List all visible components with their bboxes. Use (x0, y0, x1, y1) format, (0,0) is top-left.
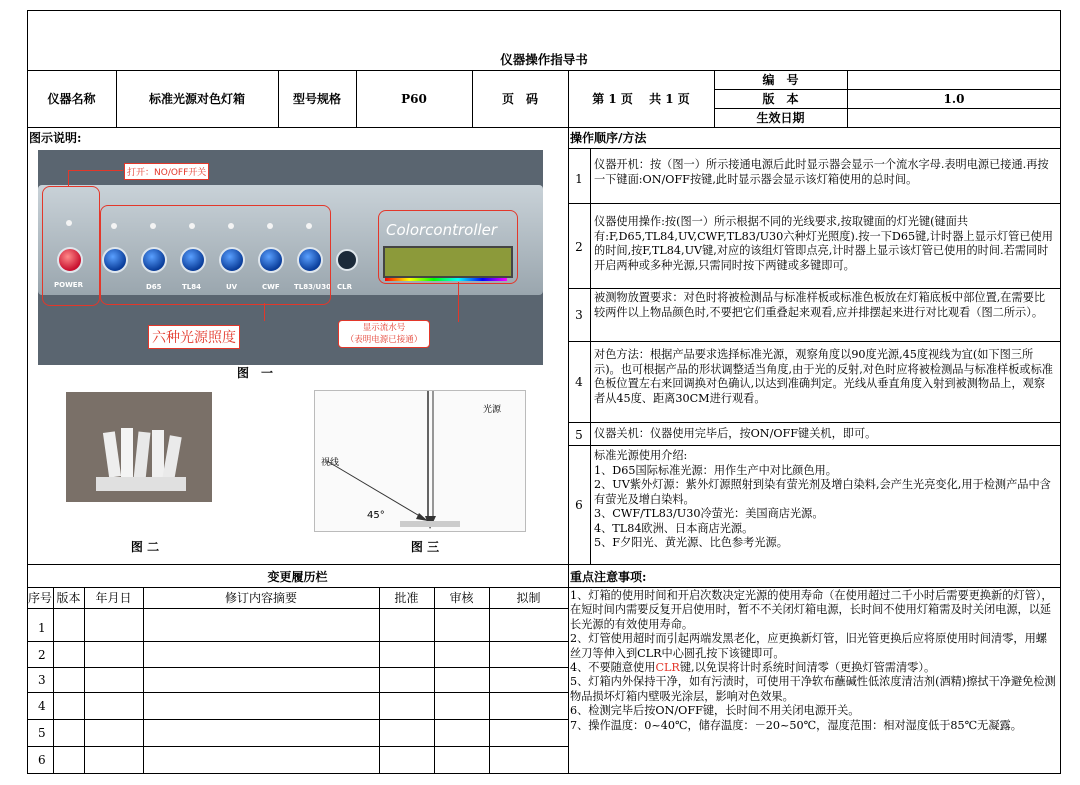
rule (27, 127, 1061, 128)
step-number: 3 (575, 308, 583, 322)
table-row: 4 (38, 699, 46, 713)
table-row: 5 (38, 726, 46, 740)
fig3-view-label: 视线 (321, 458, 340, 468)
notes-list (570, 589, 1058, 733)
history-col-header: 批准 (394, 591, 419, 605)
effective-date-label: 生效日期 (756, 111, 805, 125)
history-col-header: 审核 (449, 591, 474, 605)
ops-section-label: 操作顺序/方法 (570, 131, 647, 145)
table-row: 1 (38, 621, 46, 635)
step-text: 仪器使用操作:按(图一）所示根据不同的光线要求,按取键面的灯光键(键面共有:F,D65,TL84,UV,CWF,TL83/U30六种灯光照度).按一下D65键,计时器上显示灯管已使用的时间,按F,TL84,UV键,对应的该组灯管即点亮,计时器上显示该灯管已使用的时间.若需同时开启两种或多种光源,只需同时按下两键或多键即可。 (594, 215, 1053, 272)
step-number: 5 (575, 428, 583, 442)
step-number: 2 (575, 240, 583, 254)
history-col-header: 版本 (56, 591, 81, 605)
page-value: 第 1 页 共 1 页 (592, 92, 690, 106)
six-lights-callout: 六种光源照度 (148, 325, 240, 349)
button-label: TL83/U30 (294, 283, 331, 291)
note-item: 2、灯管使用超时而引起两端发黑老化，应更换新灯管，旧光管更换后应将原使用时间清零，用螺丝刀等伸入到CLR中心圆孔按下该键即可。 (570, 632, 1047, 660)
note-item: 4、不要随意使用CLR键,以免误将计时系统时间清零（更换灯管需清零）。 (570, 661, 936, 675)
table-row: 3 (38, 673, 46, 687)
figures-section-label: 图示说明: (29, 131, 82, 145)
fig1-caption: 图 一 (236, 366, 273, 380)
button-label: TL84 (182, 283, 201, 291)
button-label: D65 (146, 283, 162, 291)
step-text: 被测物放置要求：对色时将被检测品与标准样板或标准色板放在灯箱底板中部位置,在需要比较两件以上物品颜色时,不要把它们重叠起来观看,应并排摆起来进行对比观看（图二所示）。 (594, 291, 1046, 319)
note-item: 1、灯箱的使用时间和开启次数决定光源的使用寿命（在使用超过二千小时后需要更换新的灯管），在短时间内需要反复开启使用时，暂不不关闭灯箱电源，长时间不使用灯箱需及时关闭电源，以延长光源的有效使用寿命。 (570, 589, 1053, 631)
viewing-angle-diagram (314, 390, 526, 532)
step-number: 1 (575, 172, 583, 186)
step-text: 仪器关机：仪器使用完毕后，按ON/OFF键关机，即可。 (594, 427, 877, 440)
model-value: P60 (401, 92, 427, 106)
note-item: 5、灯箱内外保持干净，如有污渍时，可使用干净软布蘸碱性低浓度清洁剂(酒精)擦拭干净避免检测物品损坏灯箱内壁吸光涂层，影响对色效果。 (570, 675, 1056, 703)
power-label: POWER (54, 281, 83, 289)
note-item: 7、操作温度：0~40℃，储存温度：－20~50℃，湿度范围：相对湿度低于85℃无凝露。 (570, 718, 1022, 732)
rule (714, 89, 1061, 90)
step-text: 仪器开机：按（图一）所示接通电源后此时显示器会显示一个流水字母.表明电源已接通.再按一下键面:ON/OFF按键,此时显示器会显示该灯箱使用的总时间。 (594, 158, 1049, 186)
page-label: 页 码 (501, 92, 538, 106)
button-label: CLR (337, 283, 352, 291)
fig2-caption: 图 二 (130, 540, 160, 554)
instrument-name-label: 仪器名称 (47, 92, 96, 106)
note-item: 6、检测完毕后按ON/OFF键，长时间不用关闭电源开关。 (570, 704, 860, 718)
history-col-header: 修订内容摘要 (224, 591, 297, 605)
history-section-label: 变更履历栏 (267, 570, 328, 584)
notes-section-label: 重点注意事项: (570, 570, 647, 584)
control-panel-photo (38, 150, 543, 365)
history-col-header: 年月日 (95, 591, 132, 605)
history-col-header: 序号 (27, 591, 52, 605)
fig3-angle-label: 45° (367, 510, 385, 521)
display-callout: 显示流水号 （表明电源已接通） (338, 320, 430, 348)
table-row: 6 (38, 753, 46, 767)
version-value: 1.0 (943, 92, 965, 106)
clr-button (336, 249, 358, 271)
model-label: 型号规格 (292, 92, 341, 106)
document-title: 仪器操作指导书 (500, 52, 588, 67)
rule (27, 70, 1061, 71)
instrument-name: 标准光源对色灯箱 (148, 92, 245, 106)
version-label: 版 本 (762, 92, 799, 106)
step-number: 4 (575, 375, 583, 389)
doc-no-label: 编 号 (762, 73, 799, 87)
history-col-header: 拟制 (516, 591, 541, 605)
display-callout-box (378, 210, 518, 284)
samples-photo (66, 392, 212, 502)
rule (714, 108, 1061, 109)
fig3-caption: 图 三 (410, 540, 440, 554)
fig3-light-label: 光源 (483, 405, 502, 415)
step-number: 6 (575, 498, 583, 512)
table-row: 2 (38, 648, 46, 662)
clr-key-highlight: CLR (655, 661, 680, 675)
brand-logo: Colorcontroller (386, 221, 498, 239)
power-callout-box (42, 186, 100, 306)
light-buttons-callout-box (100, 205, 331, 305)
button-label: CWF (262, 283, 280, 291)
button-label: UV (226, 283, 238, 291)
switch-callout: 打开：NO/OFF开关 (124, 163, 209, 180)
step-text: 标准光源使用介绍: 1、D65国际标准光源：用作生产中对比颜色用。 2、UV紫外灯源：紫外灯源照射到染有萤光剂及增白染料,会产生光亮变化,用于检测产品中含有萤光及增白染料。 3、CWF/TL83/U30冷萤光：美国商店光源。 4、TL84欧洲、日本商店光源。 5、F夕阳光、黄光源、比色参考光源。 (594, 449, 1051, 549)
step-text: 对色方法：根据产品要求选择标准光源，观察角度以90度光源,45度视线为宜(如下图三所示)。也可根据产品的形状调整适当角度,由于光的反射,对色时应将被检测品与标准样板或标准色板位置左右来回调换对色确认,以达到准确判定。光线从垂直角度入射到被测物品上，观察者从45度、距离30CM进行观看。 (594, 348, 1053, 405)
